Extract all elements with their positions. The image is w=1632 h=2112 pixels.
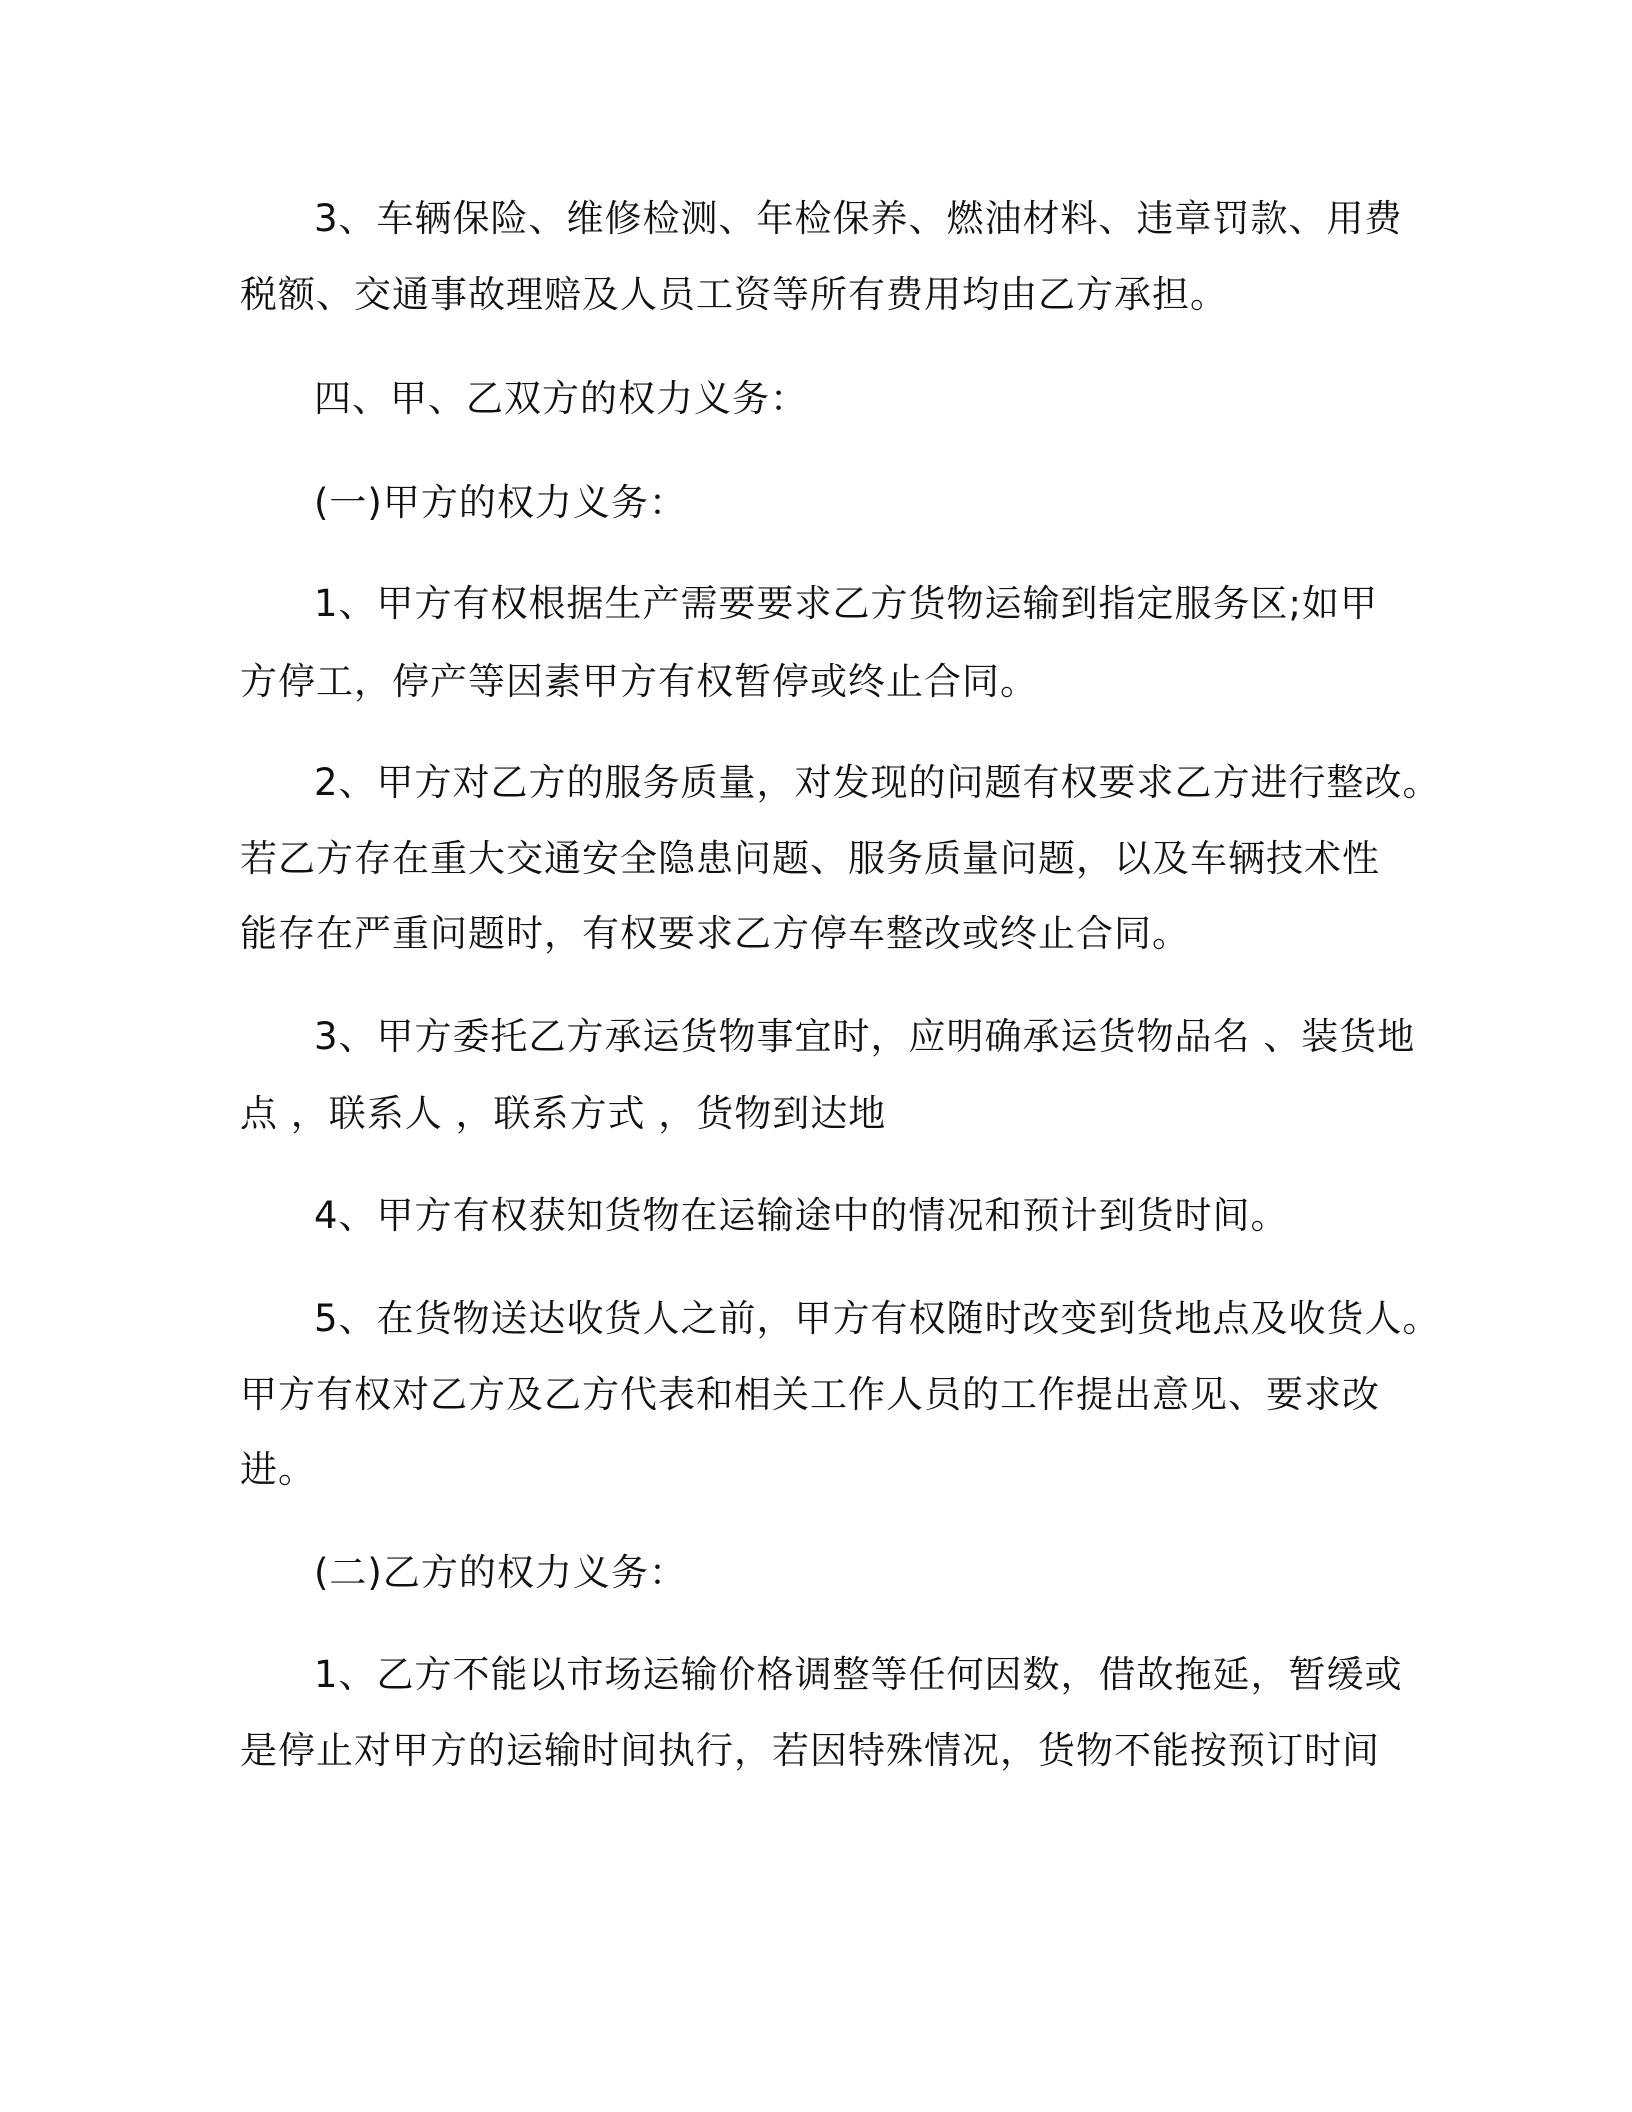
paragraph-line: 3、车辆保险、维修检测、年检保养、燃油材料、违章罚款、用费 [314, 197, 1403, 240]
paragraph-line: 能存在严重问题时，有权要求乙方停车整改或终止合同。 [240, 912, 1190, 955]
paragraph-line: 4、甲方有权获知货物在运输途中的情况和预计到货时间。 [314, 1194, 1289, 1237]
paragraph-line: 3、甲方委托乙方承运货物事宜时，应明确承运货物品名 、装货地 [314, 1015, 1416, 1058]
paragraph-line: 1、乙方不能以市场运输价格调整等任何因数，借故拖延，暂缓或 [314, 1653, 1403, 1696]
paragraph-line: 甲方有权对乙方及乙方代表和相关工作人员的工作提出意见、要求改 [240, 1373, 1380, 1416]
paragraph-line: 是停止对甲方的运输时间执行，若因特殊情况，货物不能按预订时间 [240, 1729, 1380, 1772]
subsection-heading: (二)乙方的权力义务： [314, 1551, 687, 1594]
paragraph-line: 进。 [240, 1448, 316, 1491]
paragraph-line: 税额、交通事故理赔及人员工资等所有费用均由乙方承担。 [240, 273, 1228, 316]
paragraph-line: 2、甲方对乙方的服务质量，对发现的问题有权要求乙方进行整改。 [314, 761, 1441, 804]
paragraph-line: 点 ，联系人 ，联系方式 ，货物到达地 [240, 1092, 887, 1135]
subsection-heading: (一)甲方的权力义务： [314, 481, 687, 524]
paragraph-line: 若乙方存在重大交通安全隐患问题、服务质量问题，以及车辆技术性 [240, 837, 1380, 880]
section-heading: 四、甲、乙双方的权力义务： [314, 377, 808, 420]
paragraph-line: 方停工，停产等因素甲方有权暂停或终止合同。 [240, 660, 1038, 703]
paragraph-line: 1、甲方有权根据生产需要要求乙方货物运输到指定服务区;如甲 [314, 582, 1379, 625]
paragraph-line: 5、在货物送达收货人之前，甲方有权随时改变到货地点及收货人。 [314, 1297, 1441, 1340]
